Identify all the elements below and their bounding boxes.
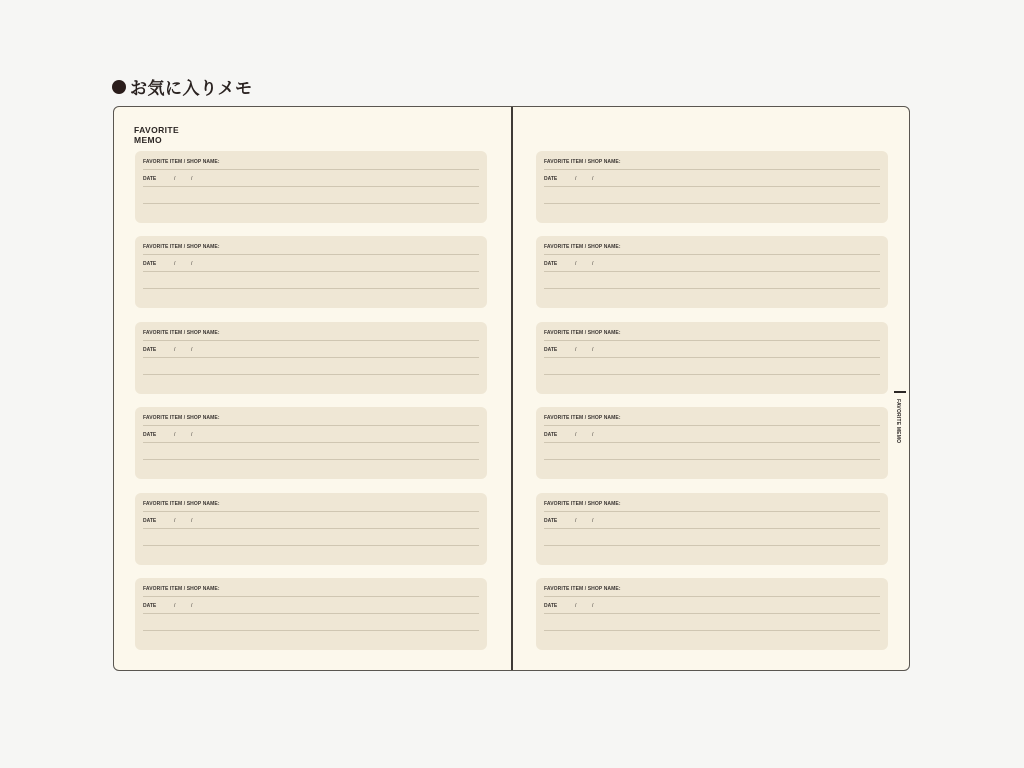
memo-entry xyxy=(536,493,888,565)
writing-line xyxy=(544,186,880,187)
memo-entry xyxy=(135,578,487,650)
memo-entry xyxy=(536,322,888,394)
writing-line xyxy=(544,596,880,597)
date-separator: / xyxy=(592,603,594,609)
date-label: DATE xyxy=(544,603,558,609)
left-page xyxy=(114,107,511,670)
writing-line xyxy=(143,254,479,255)
writing-line xyxy=(143,596,479,597)
writing-line xyxy=(143,613,479,614)
date-separator: / xyxy=(174,261,176,267)
date-separator: / xyxy=(174,432,176,438)
writing-line xyxy=(143,425,479,426)
writing-line xyxy=(143,459,479,460)
date-separator: / xyxy=(592,518,594,524)
writing-line xyxy=(544,630,880,631)
memo-entry xyxy=(135,236,487,308)
date-label: DATE xyxy=(544,432,558,438)
writing-line xyxy=(544,511,880,512)
date-separator: / xyxy=(191,261,193,267)
page-title xyxy=(134,126,179,145)
writing-line xyxy=(143,203,479,204)
memo-entry xyxy=(536,407,888,479)
writing-line xyxy=(143,271,479,272)
favorite-item-label: FAVORITE ITEM / SHOP NAME: xyxy=(143,330,220,336)
date-separator: / xyxy=(592,432,594,438)
date-label: DATE xyxy=(143,518,157,524)
memo-entry xyxy=(536,151,888,223)
favorite-item-label: FAVORITE ITEM / SHOP NAME: xyxy=(143,244,220,250)
date-separator: / xyxy=(575,432,577,438)
date-label: DATE xyxy=(143,176,157,182)
favorite-item-label: FAVORITE ITEM / SHOP NAME: xyxy=(544,159,621,165)
date-separator: / xyxy=(174,347,176,353)
date-label: DATE xyxy=(544,176,558,182)
writing-line xyxy=(143,169,479,170)
date-label: DATE xyxy=(544,261,558,267)
section-heading xyxy=(112,74,253,99)
date-separator: / xyxy=(191,518,193,524)
index-tab-label: FAVORITE MEMO xyxy=(895,399,901,444)
page-title-line-1: FAVORITE xyxy=(134,125,180,135)
favorite-item-label: FAVORITE ITEM / SHOP NAME: xyxy=(143,501,220,507)
page-title-line-2: MEMO xyxy=(134,134,163,145)
right-page xyxy=(513,107,910,670)
date-label: DATE xyxy=(143,432,157,438)
writing-line xyxy=(544,203,880,204)
writing-line xyxy=(143,528,479,529)
section-heading-text: お気に入りメモ xyxy=(130,79,253,99)
favorite-item-label: FAVORITE ITEM / SHOP NAME: xyxy=(544,415,621,421)
writing-line xyxy=(143,374,479,375)
writing-line xyxy=(143,442,479,443)
writing-line xyxy=(544,459,880,460)
favorite-item-label: FAVORITE ITEM / SHOP NAME: xyxy=(544,501,621,507)
writing-line xyxy=(544,271,880,272)
writing-line xyxy=(544,357,880,358)
index-tab xyxy=(894,391,906,447)
date-separator: / xyxy=(174,176,176,182)
writing-line xyxy=(544,374,880,375)
memo-entry xyxy=(135,407,487,479)
memo-entry xyxy=(135,151,487,223)
writing-line xyxy=(544,288,880,289)
writing-line xyxy=(544,442,880,443)
date-label: DATE xyxy=(544,347,558,353)
date-separator: / xyxy=(592,176,594,182)
memo-entry xyxy=(135,322,487,394)
date-separator: / xyxy=(191,603,193,609)
writing-line xyxy=(143,357,479,358)
date-separator: / xyxy=(592,261,594,267)
date-separator: / xyxy=(174,518,176,524)
date-separator: / xyxy=(191,347,193,353)
favorite-item-label: FAVORITE ITEM / SHOP NAME: xyxy=(544,330,621,336)
writing-line xyxy=(143,288,479,289)
date-separator: / xyxy=(575,176,577,182)
writing-line xyxy=(544,613,880,614)
memo-entry xyxy=(135,493,487,565)
memo-entry xyxy=(536,578,888,650)
writing-line xyxy=(143,511,479,512)
writing-line xyxy=(544,528,880,529)
favorite-item-label: FAVORITE ITEM / SHOP NAME: xyxy=(143,586,220,592)
index-tab-marker xyxy=(894,391,906,393)
date-separator: / xyxy=(575,603,577,609)
notebook-spread xyxy=(113,106,910,671)
date-label: DATE xyxy=(544,518,558,524)
writing-line xyxy=(544,169,880,170)
writing-line xyxy=(544,254,880,255)
writing-line xyxy=(143,186,479,187)
bullet-dot-icon xyxy=(112,80,126,94)
date-separator: / xyxy=(575,347,577,353)
memo-entry xyxy=(536,236,888,308)
date-separator: / xyxy=(174,603,176,609)
writing-line xyxy=(544,425,880,426)
favorite-item-label: FAVORITE ITEM / SHOP NAME: xyxy=(143,415,220,421)
favorite-item-label: FAVORITE ITEM / SHOP NAME: xyxy=(544,244,621,250)
writing-line xyxy=(143,630,479,631)
date-separator: / xyxy=(575,261,577,267)
date-label: DATE xyxy=(143,261,157,267)
favorite-item-label: FAVORITE ITEM / SHOP NAME: xyxy=(544,586,621,592)
writing-line xyxy=(143,340,479,341)
favorite-item-label: FAVORITE ITEM / SHOP NAME: xyxy=(143,159,220,165)
writing-line xyxy=(143,545,479,546)
date-separator: / xyxy=(575,518,577,524)
date-separator: / xyxy=(592,347,594,353)
date-label: DATE xyxy=(143,603,157,609)
date-separator: / xyxy=(191,176,193,182)
writing-line xyxy=(544,340,880,341)
writing-line xyxy=(544,545,880,546)
date-label: DATE xyxy=(143,347,157,353)
date-separator: / xyxy=(191,432,193,438)
